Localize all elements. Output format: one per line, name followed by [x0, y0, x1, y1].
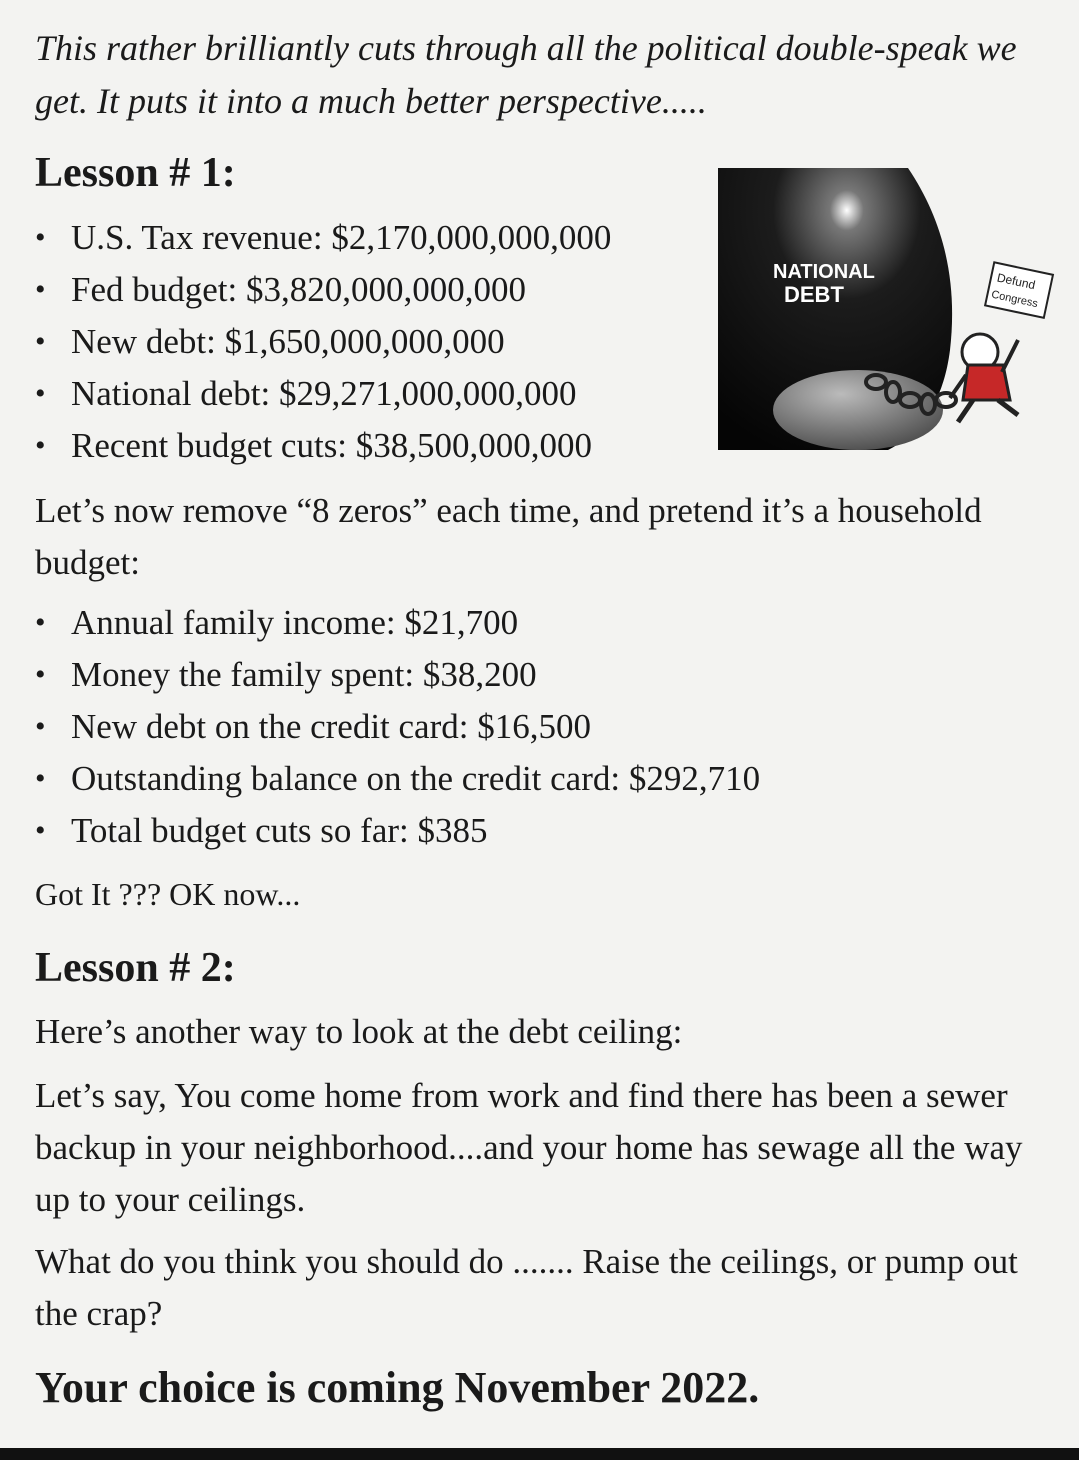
chain-anchor-icon	[773, 370, 943, 450]
running-figure-icon	[950, 334, 1018, 422]
list-item: • National debt: $29,271,000,000,000	[35, 368, 611, 420]
closing-text: Your choice is coming November 2022.	[35, 1363, 760, 1412]
list-item: • Outstanding balance on the credit card: $292,710	[35, 753, 760, 805]
federal-figures-list	[35, 212, 611, 472]
list-item: • Annual family income: $21,700	[35, 597, 760, 649]
sign-line1: Defund	[995, 270, 1037, 293]
debt-ceiling-intro: Here’s another way to look at the debt ceiling:	[35, 1012, 683, 1051]
lesson-1-title: Lesson # 1:	[35, 150, 236, 196]
list-item: • U.S. Tax revenue: $2,170,000,000,000	[35, 212, 611, 264]
ball-label-line2: DEBT	[784, 282, 844, 307]
household-figures-list	[35, 597, 760, 857]
question-text: What do you think you should do ....... Raise the ceilings, or pump out the crap?	[35, 1242, 1018, 1333]
list-item: • Money the family spent: $38,200	[35, 649, 760, 701]
list-item: • New debt: $1,650,000,000,000	[35, 316, 611, 368]
lesson-2-title: Lesson # 2:	[35, 945, 236, 991]
sign-line2: Congress	[990, 288, 1039, 311]
national-debt-cartoon	[718, 160, 1058, 460]
household-transition-text: Let’s now remove “8 zeros” each time, and pretend it’s a household budget:	[35, 491, 982, 582]
intro-text: This rather brilliantly cuts through all the political double-speak we get. It puts it into a much better perspective.....	[35, 28, 1017, 121]
list-item: • New debt on the credit card: $16,500	[35, 701, 760, 753]
got-it-text: Got It ??? OK now...	[35, 876, 301, 912]
ball-label-line1: NATIONAL	[773, 261, 875, 283]
list-item: • Recent budget cuts: $38,500,000,000	[35, 420, 611, 472]
defund-sign-icon	[985, 262, 1053, 318]
sewer-story-text: Let’s say, You come home from work and find there has been a sewer backup in your neighborhood....and your home has sewage all the way up to your ceilings.	[35, 1076, 1023, 1219]
bottom-border	[0, 1448, 1079, 1460]
list-item: • Total budget cuts so far: $385	[35, 805, 760, 857]
list-item: • Fed budget: $3,820,000,000,000	[35, 264, 611, 316]
